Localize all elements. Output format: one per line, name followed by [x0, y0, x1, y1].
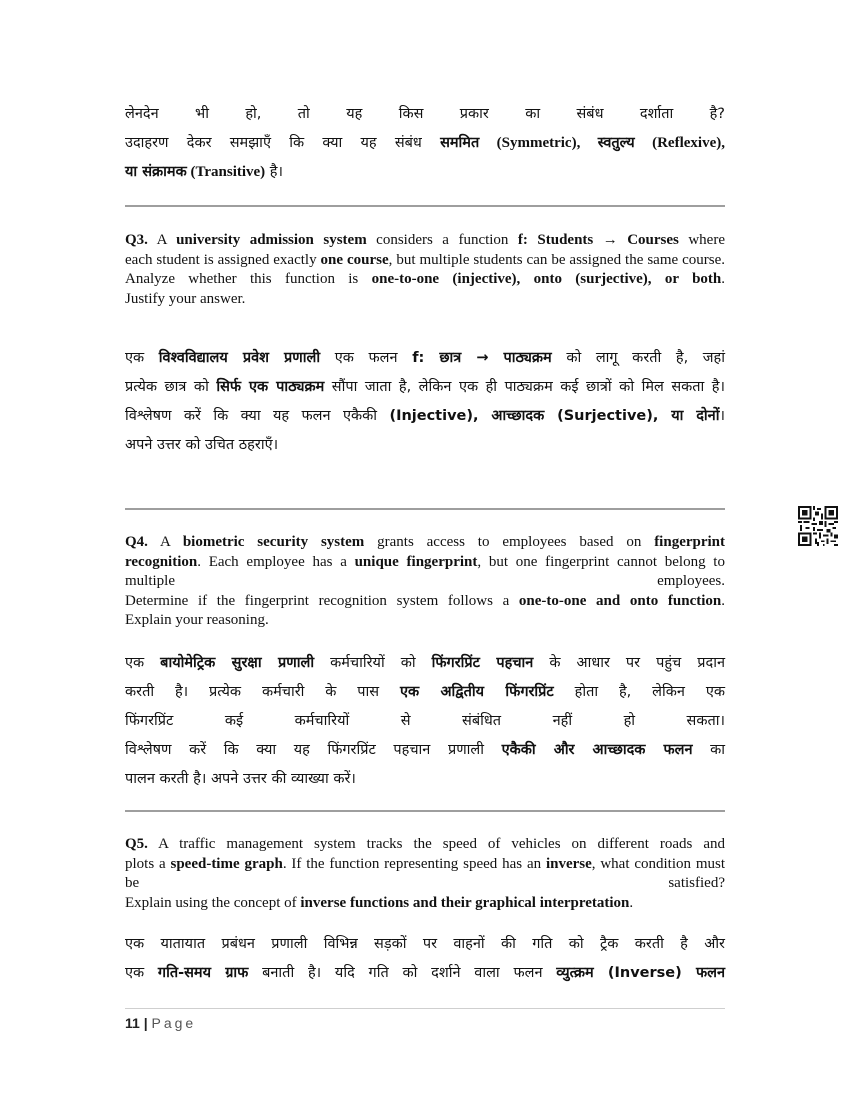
divider: [125, 810, 725, 812]
divider: [125, 205, 725, 207]
q4-en-line-1: Q4. A biometric security system grants access to employees based on fingerprint: [125, 534, 726, 550]
q3-hindi: [125, 344, 725, 460]
q4-hi-line-2: करती है। प्रत्येक कर्मचारी के पास एक अद्वितीय फिंगरप्रिंट होता है, लेकिन एक: [125, 684, 725, 700]
q4-hi-line-3: फिंगरप्रिंट कई कर्मचारियों से संबंधित नहीं हो सकता।: [125, 713, 725, 729]
question-label: Q4.: [125, 534, 148, 550]
page-separator: |: [143, 1015, 148, 1031]
question-label: Q5.: [125, 836, 148, 852]
q5-en-line-1: Q5. A traffic management system tracks the speed of vehicles on different roads and: [125, 836, 725, 852]
q3-hi-line-4: अपने उत्तर को उचित ठहराएँ।: [125, 437, 279, 453]
q5-hi-line-2: एक गति-समय ग्राफ बनाती है। यदि गति को दर्शाने वाला फलन व्युत्क्रम (Inverse) फलन: [125, 965, 725, 981]
q4-en-line-2: recognition. Each employee has a unique fingerprint, but one fingerprint cannot belong to multiple employees.: [125, 553, 725, 589]
qr-code-icon[interactable]: [798, 506, 838, 546]
intro-line-1: लेनदेन भी हो, तो यह किस प्रकार का संबंध दर्शाता है?: [125, 106, 725, 122]
page-number: 11: [125, 1015, 140, 1031]
question-label: Q3.: [125, 232, 148, 248]
q4-hi-line-1: एक बायोमेट्रिक सुरक्षा प्रणाली कर्मचारियों को फिंगरप्रिंट पहचान के आधार पर पहुंच प्रदान: [125, 655, 725, 671]
intro-paragraph: [125, 100, 725, 187]
page-footer: [125, 1015, 196, 1031]
q4-hindi: [125, 649, 725, 794]
intro-line-2: उदाहरण देकर समझाएँ कि क्या यह संबंध सममित (Symmetric), स्वतुल्य (Reflexive),: [125, 135, 725, 151]
q4-en-line-4: Explain your reasoning.: [125, 612, 269, 628]
divider: [125, 508, 725, 510]
q3-hi-line-1: एक विश्वविद्यालय प्रवेश प्रणाली एक फलन f: छात्र → पाठ्यक्रम को लागू करती है, जहां: [125, 350, 726, 366]
q5-hi-line-1: एक यातायात प्रबंधन प्रणाली विभिन्न सड़कों पर वाहनों की गति को ट्रैक करती है और: [125, 936, 725, 952]
q4-en-line-3: Determine if the fingerprint recognition system follows a one-to-one and onto function.: [125, 592, 726, 609]
q3-hi-line-2: प्रत्येक छात्र को सिर्फ एक पाठ्यक्रम सौंपा जाता है, लेकिन एक ही पाठ्यक्रम कई छात्रों को मिल सकता है।: [125, 379, 725, 395]
page-word: Page: [151, 1015, 197, 1031]
q5-en-line-2: plots a speed-time graph. If the function representing speed has an inverse, what condition must be satisfied?: [125, 855, 725, 891]
q5-hindi: [125, 930, 725, 988]
q4-hi-line-4: विश्लेषण करें कि क्या यह फिंगरप्रिंट पहचान प्रणाली एकैकी और आच्छादक फलन का: [125, 742, 726, 758]
q3-en-line-3: Analyze whether this function is one-to-one (injective), onto (surjective), or both.: [125, 271, 725, 287]
q4-hi-line-5: पालन करती है। अपने उत्तर की व्याख्या करें।: [125, 771, 356, 787]
q3-en-line-2: each student is assigned exactly one course, but multiple students can be assigned the same course.: [125, 251, 725, 268]
q3-hi-line-3: विश्लेषण करें कि क्या यह फलन एकैकी (Injective), आच्छादक (Surjective), या दोनों।: [125, 408, 725, 424]
q3-english: [125, 231, 725, 309]
q3-en-line-1: Q3. A university admission system considers a function f: Students → Courses where: [125, 232, 725, 248]
intro-line-3: या संक्रामक (Transitive) है।: [125, 164, 283, 180]
q5-en-line-3: Explain using the concept of inverse functions and their graphical interpretation.: [125, 894, 634, 911]
q5-english: [125, 835, 725, 913]
q4-english: [125, 533, 725, 631]
q3-en-line-4: Justify your answer.: [125, 290, 246, 307]
footer-divider: [125, 1008, 725, 1009]
